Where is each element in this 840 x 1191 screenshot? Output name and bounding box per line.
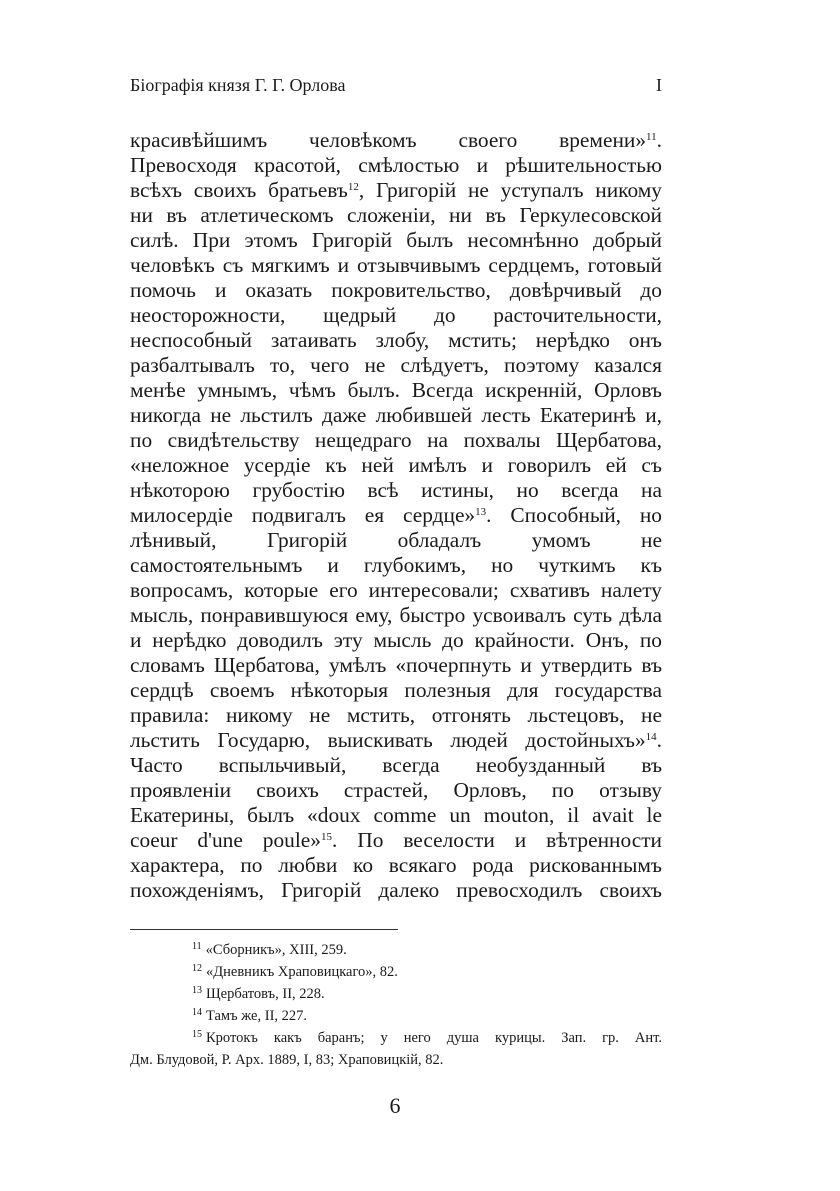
text-line: нѣкоторою грубостію всѣ истины, но всегда на [130, 478, 662, 502]
running-title: Біографія князя Г. Г. Орлова [130, 75, 346, 95]
footnote-ref[interactable]: 11 [646, 130, 657, 143]
footnote-ref[interactable]: 15 [321, 830, 332, 843]
text-line: неспособный затаивать злобу, мстить; нерѣдко онъ [130, 328, 662, 352]
text-line: Превосходя красотой, смѣлостью и рѣшительностью [130, 153, 662, 177]
footnote: $^{14}$ Тамъ же, II, 227. [192, 1007, 308, 1024]
text-line: человѣкъ съ мягкимъ и отзывчивымъ сердцемъ, готовый [130, 253, 662, 277]
footnote-number: 11 [192, 941, 202, 952]
text-line: самостоятельнымъ и глубокимъ, но чуткимъ къ [130, 553, 662, 577]
footnote: $^{15}$ Кротокъ какъ баранъ; у него душа курицы. Зап. гр. Ант. [192, 1029, 662, 1046]
running-header [130, 72, 662, 98]
text-line: характера, по любви ко всякаго рода рискованнымъ [130, 853, 662, 877]
text-line: мысль, понравившуюся ему, быстро усвоивалъ суть дѣла [130, 603, 662, 627]
text-line: лѣнивый, Григорій обладалъ умомъ не [130, 528, 662, 552]
text-line: правила: никому не мстить, отгонять льстецовъ, не [130, 703, 662, 727]
footnote-number: 13 [192, 985, 202, 996]
footnote-ref[interactable]: 12 [347, 180, 359, 193]
footnote: $^{11}$ «Сборникъ», XIII, 259. [192, 941, 347, 958]
footnote-separator [130, 929, 398, 930]
page-number: 6 [389, 1093, 401, 1118]
text-line: милосердіе подвигалъ ея сердце»$^{13}$. Способный, но [130, 503, 662, 527]
text-line: красивѣйшимъ человѣкомъ своего времени»$^{11}$. [130, 128, 662, 152]
text-line: словамъ Щербатова, умѣлъ «почерпнуть и утвердить въ [130, 653, 662, 677]
text-line: разбалтывалъ то, чего не слѣдуетъ, поэтому казался [130, 353, 662, 377]
text-line: Екатерины, былъ «doux comme un mouton, il avait le [130, 803, 662, 827]
footnote-number: 12 [192, 963, 202, 974]
text-line: никогда не льстилъ даже любившей лесть Екатеринѣ и, [130, 403, 662, 427]
footnotes [130, 939, 662, 1071]
text-line: проявленіи своихъ страстей, Орловъ, по отзыву [130, 778, 662, 802]
footnote: $^{12}$ «Дневникъ Храповицкаго», 82. [192, 963, 398, 980]
text-line: силѣ. При этомъ Григорій былъ несомнѣнно добрый [130, 228, 662, 252]
text-line: неосторожности, щедрый до расточительности, [130, 303, 662, 327]
footnote-number: 15 [192, 1029, 202, 1040]
text-line: похожденіямъ, Григорій далеко превосходилъ своихъ [130, 878, 662, 902]
text-line: всѣхъ своихъ братьевъ$^{12}$, Григорій не уступалъ никому [130, 178, 663, 202]
text-line: coeur d'une poule»$^{15}$. По веселости и вѣтренности [130, 828, 662, 852]
footnote-number: 14 [192, 1007, 202, 1018]
volume-number: I [656, 75, 662, 95]
text-line: помочь и оказать покровительство, довѣрчивый до [130, 278, 662, 302]
main-text [130, 128, 662, 903]
text-line: сердцѣ своемъ нѣкоторыя полезныя для государства [130, 678, 662, 702]
text-line: льстить Государю, выискивать людей достойныхъ»$^{14}$. [130, 728, 662, 752]
text-line: по свидѣтельству нещедраго на похвалы Щербатова, [130, 428, 662, 452]
text-line: «неложное усердіе къ ней имѣлъ и говорилъ ей съ [130, 453, 662, 477]
text-line: и нерѣдко доводилъ эту мысль до крайности. Онъ, по [130, 628, 662, 652]
footnote-continuation: Дм. Блудовой, Р. Арх. 1889, I, 83; Храповицкій, 82. [130, 1052, 444, 1068]
text-line: менѣе умнымъ, чѣмъ былъ. Всегда искренній, Орловъ [130, 378, 662, 402]
text-line: ни въ атлетическомъ сложеніи, ни въ Геркулесовской [130, 203, 662, 227]
footnote: $^{13}$ Щербатовъ, II, 228. [192, 985, 325, 1002]
text-line: Часто вспыльчивый, всегда необузданный въ [130, 753, 662, 777]
footnote-ref[interactable]: 14 [645, 730, 657, 743]
footnote-ref[interactable]: 13 [475, 505, 487, 518]
text-line: вопросамъ, которые его интересовали; схвативъ налету [130, 578, 662, 602]
